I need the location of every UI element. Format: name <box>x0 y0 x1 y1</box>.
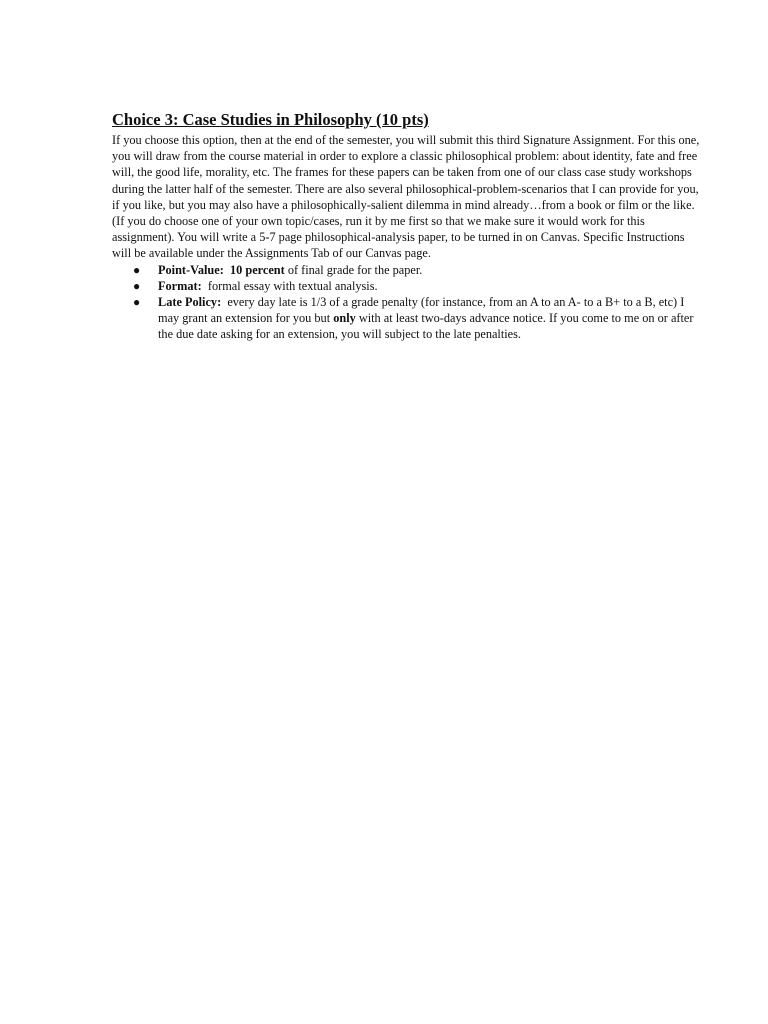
requirements-list <box>112 262 702 343</box>
point-value-amount: 10 percent <box>229 262 285 277</box>
late-policy-text-before: every day late is 1/3 of a grade penalty (for instance, from an A to an A- to a B+ to a B, etc) I may grant an extension for you but <box>158 295 685 326</box>
point-value-label: Point-Value: <box>158 262 224 277</box>
list-item-late-policy <box>133 294 702 343</box>
late-policy-emphasis: only <box>333 311 356 326</box>
bullet-icon: ● <box>133 295 141 310</box>
format-text: formal essay with textual analysis. <box>207 278 378 293</box>
format-label: Format: <box>158 278 202 293</box>
list-item-format <box>133 278 702 294</box>
section-heading: Choice 3: Case Studies in Philosophy (10 pts) <box>112 110 429 129</box>
bullet-icon: ● <box>133 278 141 293</box>
late-policy-label: Late Policy: <box>158 295 222 310</box>
body-paragraph: If you choose this option, then at the end of the semester, you will submit this third Signature Assignment. For this one, you will draw from the course material in order to explore a classic philosophical problem: about identity, fate and free will, the good life, morality, etc. The frames for these papers can be taken from one of our class case study workshops during the latter half of the semester. There are also several philosophical-problem-scenarios that I can provide for you, if you like, but you may also have a philosophically-salient dilemma in mind already…from a book or film or the like. (If you do choose one of your own topic/cases, run it by me first so that we make sure it would work for this assignment). You will write a 5-7 page philosophical-analysis paper, to be turned in on Canvas. Specific Instructions will be available under the Assignments Tab of our Canvas page. <box>112 133 700 261</box>
document-content <box>112 109 702 343</box>
bullet-icon: ● <box>133 262 141 277</box>
list-item-point-value <box>133 262 702 278</box>
late-policy-text-after: with at least two-days advance notice. If you come to me on or after the due date asking for an extension, you will subject to the late penalties. <box>158 311 694 342</box>
point-value-text: of final grade for the paper. <box>284 262 423 277</box>
